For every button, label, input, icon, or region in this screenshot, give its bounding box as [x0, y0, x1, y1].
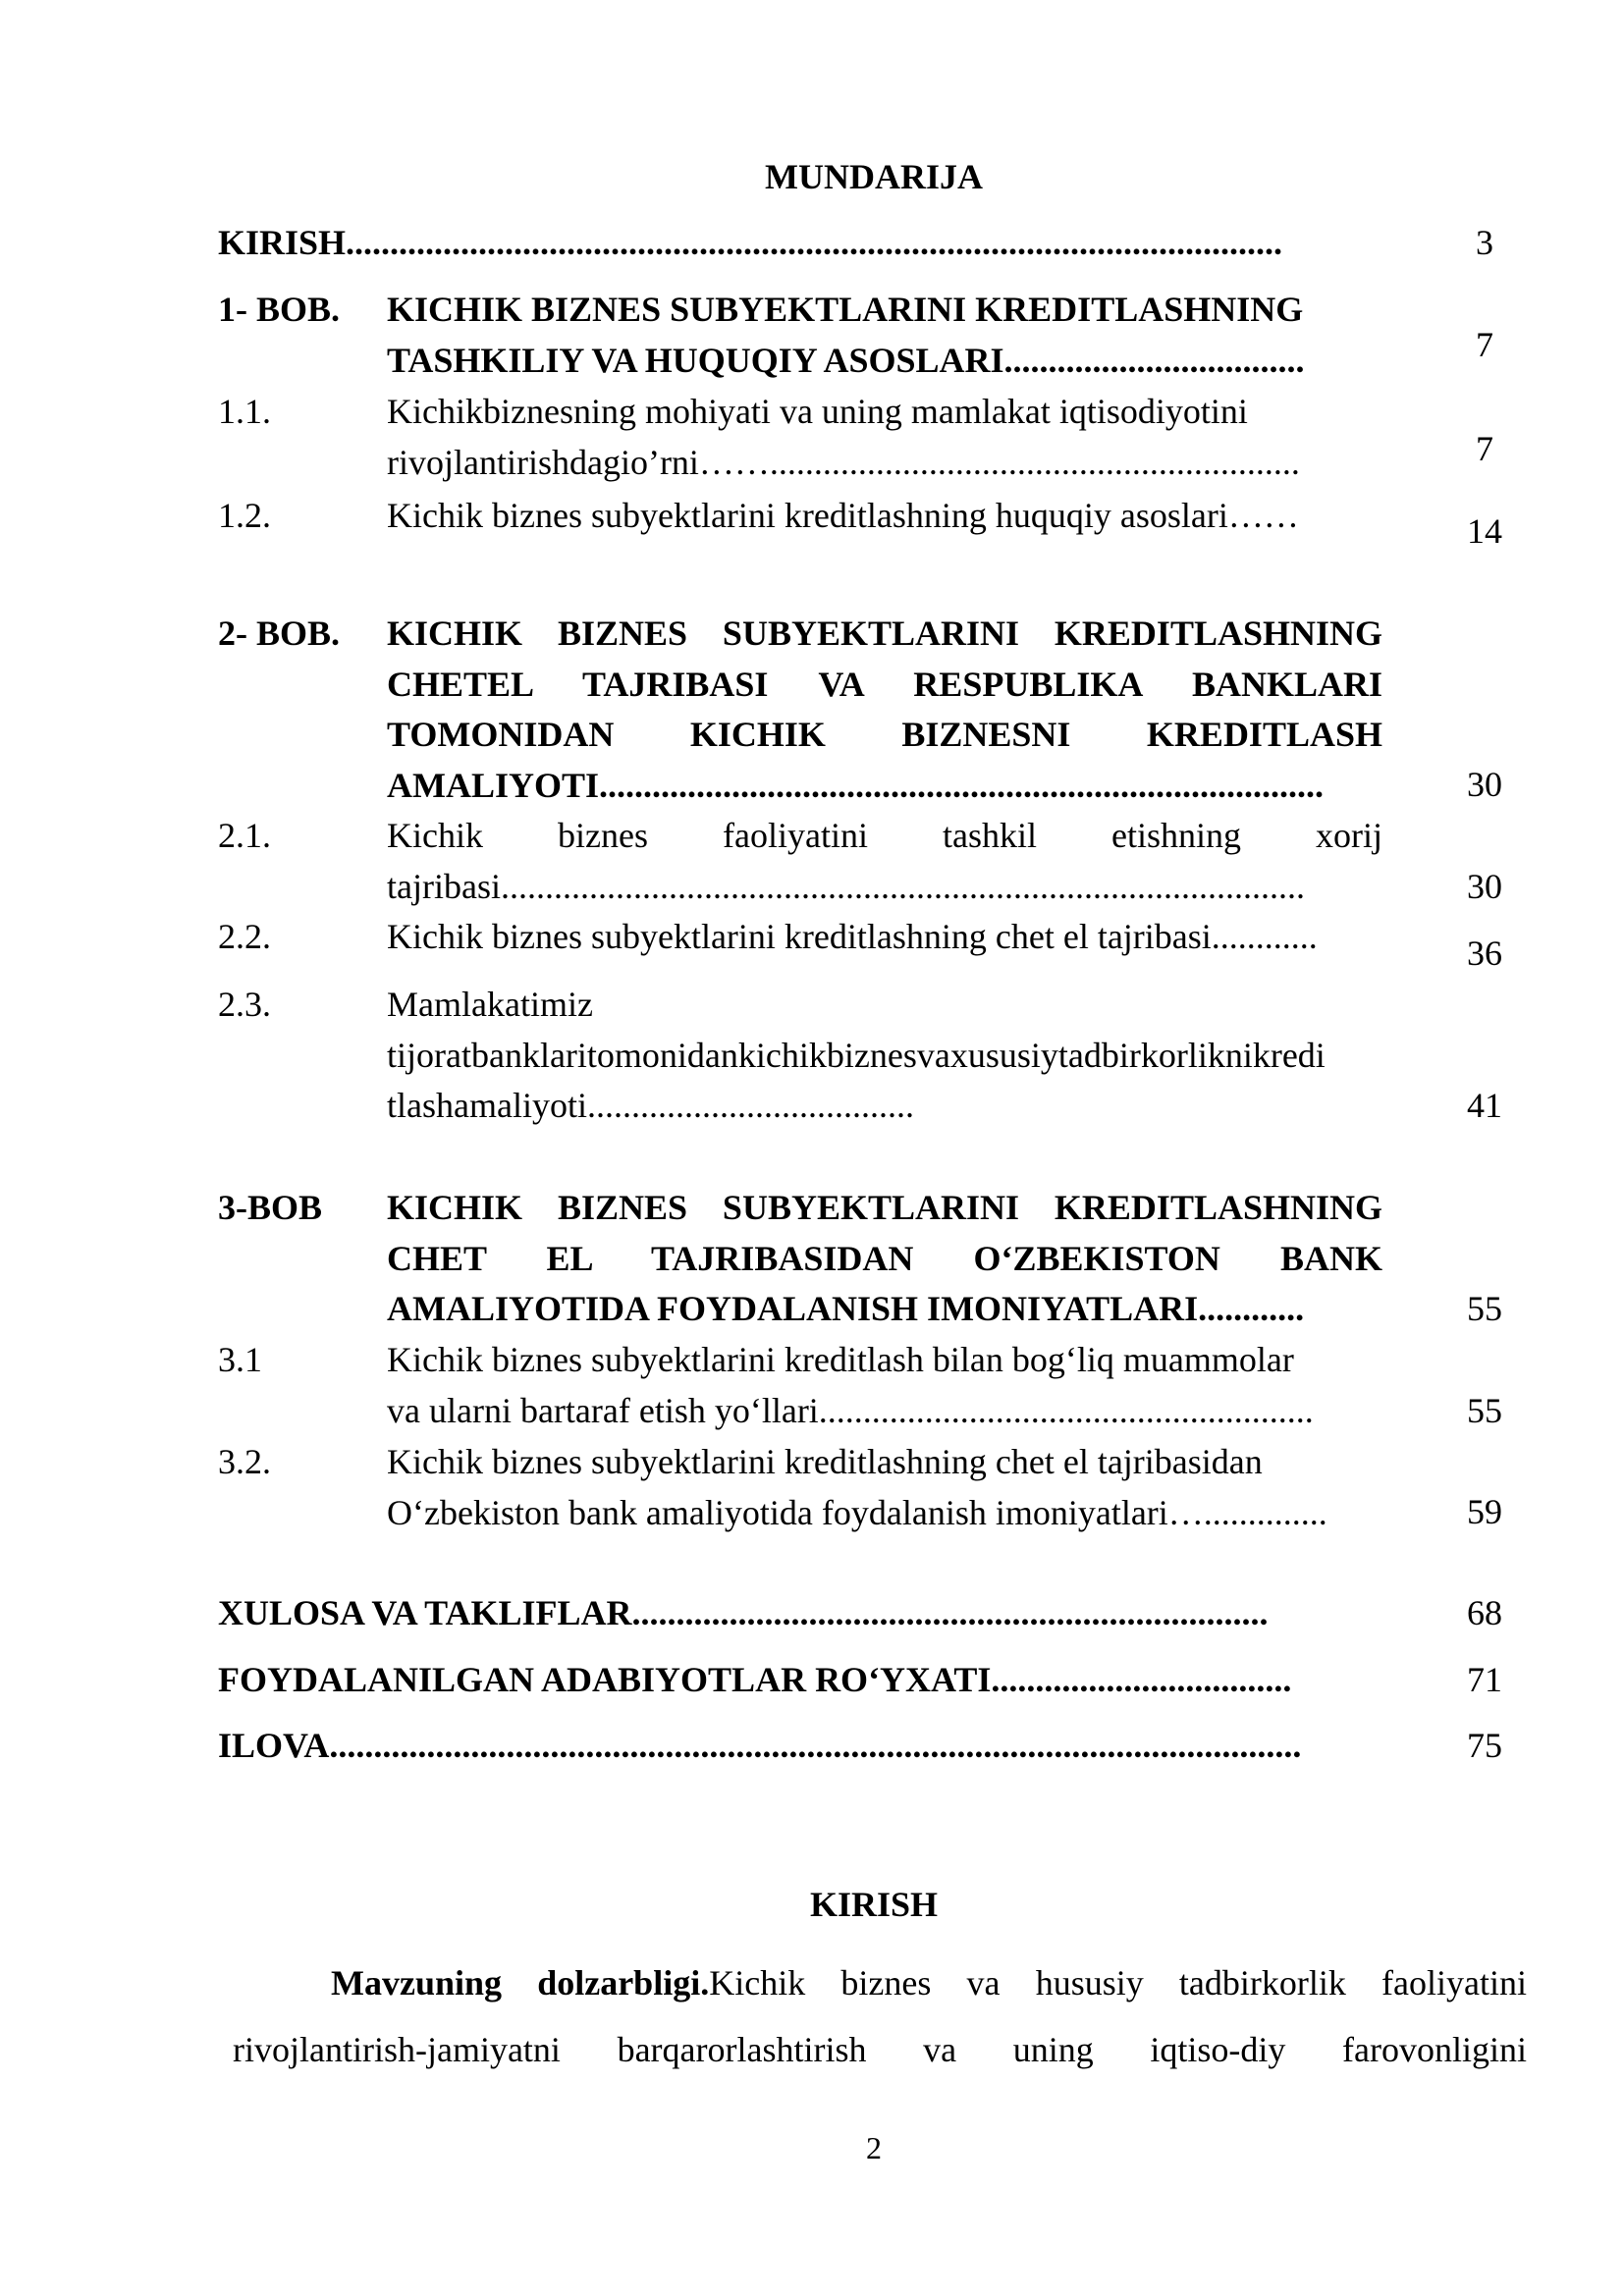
toc-text-line: Kichik biznes subyektlarini kreditlash bilan bog‘liq muammolar [387, 1340, 1294, 1379]
toc-entry-adabiyotlar[interactable]: FOYDALANILGAN ADABIYOTLAR RO‘YXATI.................................. [218, 1660, 1292, 1699]
toc-page-xulosa: 68 [1467, 1593, 1502, 1632]
toc-page-3-2: 59 [1467, 1492, 1502, 1531]
body-paragraph [233, 1949, 1527, 2083]
toc-entry-ilova[interactable]: ILOVA.............................................................................................................. [218, 1726, 1302, 1765]
toc-text-line: Kichikbiznesning mohiyati va uning mamlakat iqtisodiyotini [387, 392, 1248, 431]
table-of-contents [218, 0, 1514, 1865]
toc-num: 2- BOB. [218, 614, 341, 653]
toc-page-2-1: 30 [1467, 867, 1502, 906]
toc-num: 1.1. [218, 392, 271, 431]
toc-num: 1.2. [218, 496, 271, 535]
toc-page-kirish: 3 [1476, 223, 1493, 262]
toc-text-line: TOMONIDAN KICHIK BIZNESNI KREDITLASH [387, 715, 1382, 754]
toc-page-bob2: 30 [1467, 765, 1502, 804]
toc-page-3-1: 55 [1467, 1391, 1502, 1430]
paragraph-lead: Mavzuning dolzarbligi. [331, 1963, 710, 2002]
toc-page-2-3: 41 [1467, 1086, 1502, 1125]
toc-text-line: Mamlakatimiz [387, 985, 593, 1024]
toc-num: 3.2. [218, 1442, 271, 1481]
toc-text-line: va ularni bartaraf etish yo‘llari........................................................ [387, 1390, 1314, 1430]
paragraph-line [233, 1949, 1527, 2016]
toc-page-bob1: 7 [1476, 325, 1493, 364]
toc-num: 2.1. [218, 816, 271, 855]
toc-text-line: KICHIK BIZNES SUBYEKTLARINI KREDITLASHNING [387, 614, 1382, 653]
toc-text-line: tijoratbanklaritomonidankichikbiznesvaxususiytadbirkorliknikredi [387, 1035, 1326, 1075]
toc-text-line: tajribasi........................................................................................... [387, 866, 1305, 906]
toc-num: 2.3. [218, 985, 271, 1024]
toc-text-line: O‘zbekiston bank amaliyotida foydalanish imoniyatlari….............. [387, 1492, 1327, 1532]
toc-text-line: Kichik biznes subyektlarini kreditlashning chet el tajribasi............ [387, 917, 1318, 956]
toc-text-line: Kichik biznes subyektlarini kreditlashning huquqiy asoslari…… [387, 496, 1299, 535]
toc-text-line: AMALIYOTI.................................................................................. [387, 765, 1325, 805]
toc-entry-kirish[interactable]: KIRISH.......................................................................................................... [218, 223, 1283, 262]
toc-text-line: Kichik biznes subyektlarini kreditlashning chet el tajribasidan [387, 1442, 1263, 1481]
toc-page-bob3: 55 [1467, 1289, 1502, 1328]
toc-page-adabiyotlar: 71 [1467, 1660, 1502, 1699]
toc-num: 1- BOB. [218, 290, 341, 329]
toc-text-line: tlashamaliyoti..................................... [387, 1086, 914, 1125]
toc-text-line: CHETEL TAJRIBASI VA RESPUBLIKA BANKLARI [387, 664, 1382, 704]
toc-page-ilova: 75 [1467, 1726, 1502, 1765]
toc-page-2-2: 36 [1467, 934, 1502, 973]
toc-text-line: CHET EL TAJRIBASIDAN O‘ZBEKISTON BANK [387, 1238, 1382, 1278]
paragraph-text: Kichik biznes va hususiy tadbirkorlik faoliyatini [709, 1963, 1527, 2002]
toc-text-line: rivojlantirishdagio’rni……............................................................ [387, 442, 1300, 482]
toc-num: 3-BOB [218, 1188, 323, 1227]
toc-text-line: TASHKILIY VA HUQUQIY ASOSLARI.................................. [387, 340, 1305, 380]
toc-title: MUNDARIJA [765, 157, 983, 196]
toc-entry-xulosa[interactable]: XULOSA VA TAKLIFLAR........................................................................ [218, 1593, 1269, 1632]
toc-page-1-2: 14 [1467, 511, 1502, 551]
toc-page-1-1: 7 [1476, 429, 1493, 468]
toc-text-line: Kichik biznes faoliyatini tashkil etishning xorij [387, 816, 1382, 855]
toc-num: 3.1 [218, 1340, 262, 1379]
toc-num: 2.2. [218, 917, 271, 956]
toc-text-line: KICHIK BIZNES SUBYEKTLARINI KREDITLASHNING [387, 290, 1304, 329]
paragraph-line: rivojlantirish-jamiyatni barqarorlashtirish va uning iqtiso-diy farovonligini [233, 2030, 1527, 2069]
section-title-kirish: KIRISH [809, 1885, 939, 1924]
toc-text-line: AMALIYOTIDA FOYDALANISH IMONIYATLARI............ [387, 1289, 1305, 1328]
page-number: 2 [866, 2130, 882, 2165]
toc-text-line: KICHIK BIZNES SUBYEKTLARINI KREDITLASHNING [387, 1188, 1382, 1227]
